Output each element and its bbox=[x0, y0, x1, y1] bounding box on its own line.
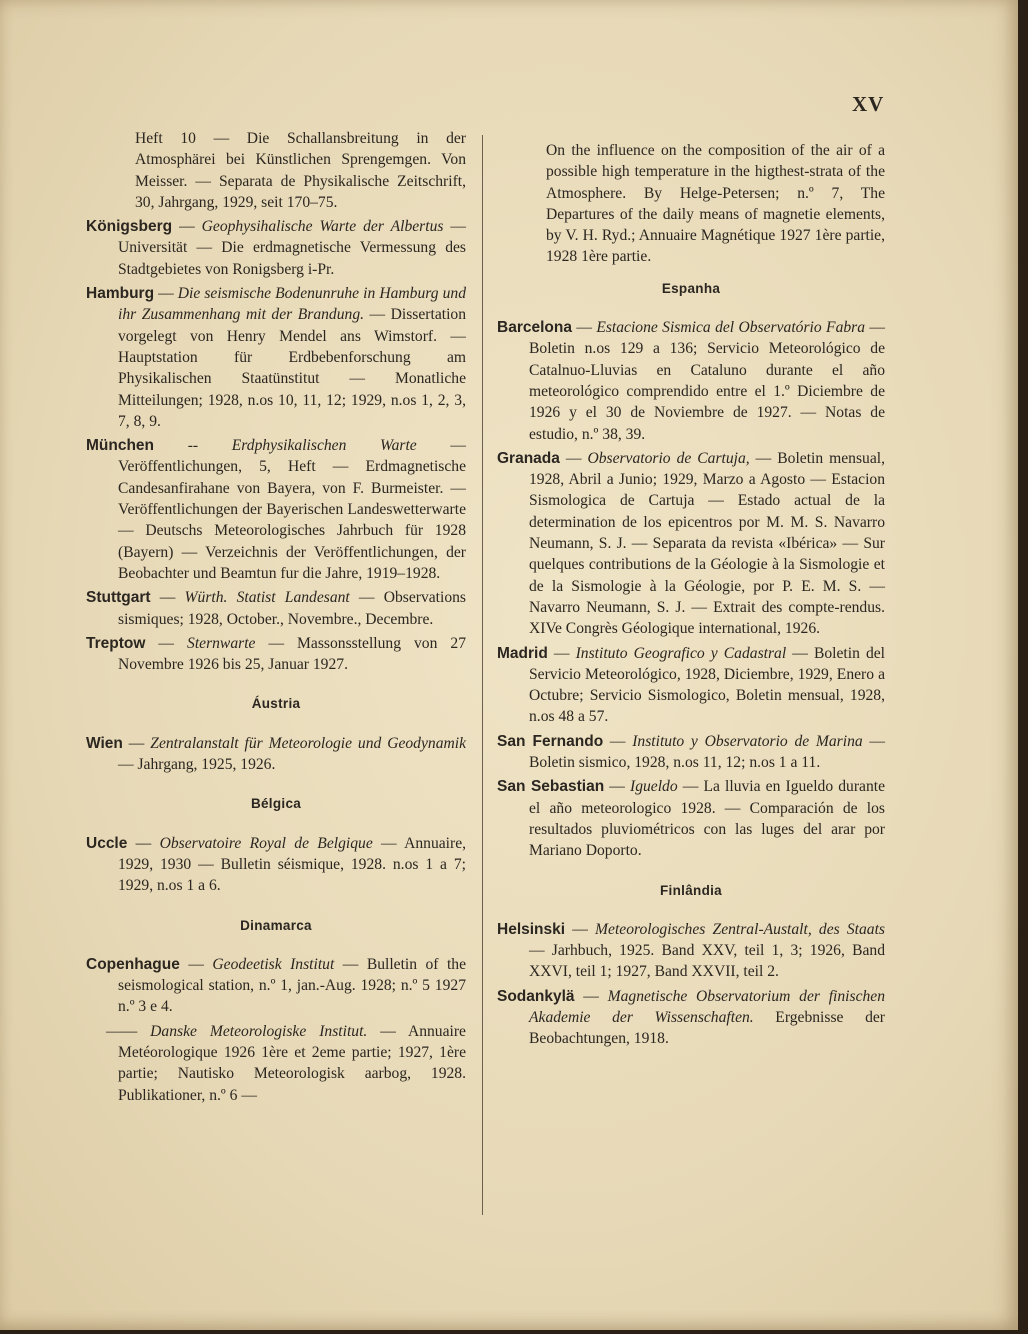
country-heading: Finlândia bbox=[660, 882, 722, 898]
bibliography-entry bbox=[497, 317, 885, 445]
entry-place: Granada bbox=[497, 449, 560, 467]
entry-place: Stuttgart bbox=[86, 589, 151, 607]
bibliography-entry bbox=[86, 587, 466, 630]
entry-institution: Meteorologisches Zentral-Austalt, des Staats bbox=[595, 920, 886, 938]
entry-institution: Magnetische Observatorium der finischen Akademie der Wissenschaften. bbox=[529, 987, 885, 1026]
entry-institution: Danske Meteorologiske Institut. bbox=[150, 1022, 368, 1040]
right-column bbox=[497, 140, 885, 1053]
entry-text: — Dissertation vorgelegt von Henry Mendel ans Wimstorf. — Hauptstation für Erdbebenforschung am Physikalischen Staatünstitut — Monatliche Mitteilungen; 1928, n.os 10, 11, 12; 1929, n.os 1, 2, 3, 7, 8, 9. bbox=[118, 306, 466, 430]
entry-institution: Estacione Sismica del Observatório Fabra bbox=[596, 319, 866, 337]
entry-separator: — bbox=[574, 987, 608, 1005]
entry-separator: — bbox=[559, 449, 588, 467]
entry-place: München bbox=[86, 437, 155, 455]
entry-place: San Sebastian bbox=[497, 778, 605, 796]
entry-place: Wien bbox=[86, 734, 123, 752]
bibliography-entry bbox=[86, 1021, 466, 1106]
entry-place: Helsinski bbox=[497, 920, 566, 938]
entry-place: Madrid bbox=[497, 644, 548, 662]
bibliography-entry bbox=[497, 776, 885, 861]
bibliography-entry bbox=[86, 833, 466, 897]
entry-institution: Observatoire Royal de Belgique bbox=[159, 834, 373, 852]
bibliography-entry bbox=[83, 128, 466, 213]
entry-place: Hamburg bbox=[86, 285, 155, 303]
entry-separator: — bbox=[547, 644, 576, 662]
bibliography-entry bbox=[86, 954, 466, 1018]
entry-institution: Instituto Geografico y Cadastral bbox=[575, 644, 787, 662]
bibliography-entry bbox=[497, 448, 885, 640]
entry-institution: Geophysihalische Warte der Albertus bbox=[201, 218, 444, 236]
country-heading: Dinamarca bbox=[240, 917, 312, 933]
country-heading: Áustria bbox=[251, 696, 301, 712]
entry-text: — Jahrgang, 1925, 1926. bbox=[118, 756, 276, 774]
entry-text: — Boletin sismico, 1928, n.os 11, 12; n.os 1 a 11. bbox=[529, 732, 885, 772]
entry-separator: -- bbox=[154, 437, 232, 455]
entry-text: — Universität — Die erdmagnetische Vermessung des Stadtgebietes von Ronigsberg i-Pr. bbox=[118, 218, 466, 278]
entry-institution: Die seismische Bodenunruhe in Hamburg und ihr Zusammenhang mit der Brandung. bbox=[118, 285, 467, 324]
bibliography-entry bbox=[86, 733, 466, 776]
entry-institution: Erdphysikalischen Warte bbox=[231, 437, 417, 455]
page-number: XV bbox=[852, 92, 885, 116]
entry-separator: — bbox=[604, 778, 631, 796]
bibliography-entry bbox=[497, 643, 885, 728]
country-heading: Bélgica bbox=[250, 796, 302, 812]
entry-institution: Geodeetisk Institut bbox=[212, 955, 335, 973]
entry-place: Königsberg bbox=[86, 218, 173, 236]
entry-text: — Boletin mensual, 1928, Abril a Junio; 1929, Marzo a Agosto — Estacion Sismologica de Cartuja — Estado actual de la determination de los epicentros por M. M. S. Navarro Neumann, S. J. — Separata da revista «Ibérica» — Sur quelques contributions de la Géologie à la Sismologie et de la Sismologie à la Géologie, por P. E. M. S. — Navarro Neumann, S. J. — Extrait des compte-rendus. XIVe Congrès Géologique international, 1926. bbox=[529, 449, 885, 638]
entry-separator: — bbox=[145, 634, 188, 652]
entry-place: Uccle bbox=[86, 834, 128, 852]
bibliography-entry bbox=[86, 216, 466, 280]
entry-text: — Boletin n.os 129 a 136; Servicio Meteorológico de Catalnuo-Lluvias en Cataluno durante el año meteorológico comprendido entre el 1.º Diciembre de 1926 y el 30 de Noviembre de 1927. — Notas de estudio, n.º 38, 39. bbox=[529, 319, 886, 443]
entry-institution: Instituto y Observatorio de Marina bbox=[632, 732, 863, 750]
entry-institution: Sternwarte bbox=[187, 634, 256, 652]
entry-text: — Massonsstellung von 27 Novembre 1926 bis 25, Januar 1927. bbox=[118, 634, 466, 674]
entry-text: — Annuaire, 1929, 1930 — Bulletin séismique, 1928. n.os 1 a 7; 1929, n.os 1 a 6. bbox=[118, 834, 467, 895]
entry-separator: — bbox=[172, 218, 202, 236]
country-heading: Espanha bbox=[661, 280, 721, 296]
left-column bbox=[86, 128, 466, 1109]
entry-separator: — bbox=[179, 955, 213, 973]
entry-text: — Observations sismiques; 1928, October., Novembre., Decembre. bbox=[118, 589, 466, 628]
entry-text: Ergebnisse der Beobachtungen, 1918. bbox=[529, 1008, 885, 1048]
entry-institution: Observatorio de Cartuja, bbox=[587, 449, 750, 467]
entry-institution: Würth. Statist Landesant bbox=[184, 589, 350, 607]
entry-institution: Igueldo bbox=[630, 778, 678, 796]
bibliography-entry bbox=[497, 919, 885, 983]
entry-text: Heft 10 — Die Schallansbreitung in der Atmosphärei bei Künstlichen Sprengemgen. Von Meisser. — Separata de Physikalische Zeitschrift, 30, Jahrgang, 1929, seit 170–75. bbox=[135, 130, 466, 211]
bibliography-entry bbox=[86, 283, 466, 432]
entry-text: — La lluvia en Igueldo durante el año meteorologico 1928. — Comparación de los resultados pluviométricos con las luges del arar por Mariano Doporto. bbox=[529, 778, 886, 860]
entry-place: Barcelona bbox=[497, 319, 572, 337]
column-divider bbox=[482, 135, 483, 1215]
entry-place: San Fernando bbox=[497, 732, 604, 750]
entry-text: — Bulletin of the seismological station, n.º 1, jan.-Aug. 1928; n.º 5 1927 n.º 3 e 4. bbox=[118, 955, 467, 1016]
entry-place: Sodankylä bbox=[497, 987, 575, 1005]
bibliography-entry bbox=[494, 140, 885, 268]
entry-separator: — bbox=[150, 589, 185, 607]
entry-institution: Zentralanstalt für Meteorologie und Geodynamik bbox=[150, 734, 467, 752]
bibliography-entry bbox=[86, 633, 466, 676]
entry-text: — Boletin del Servicio Meteorológico, 1928, Diciembre, 1929, Enero a Octubre; Servicio Sismologico, Boletin mensual, 1928, n.os 48 a 57. bbox=[529, 644, 886, 726]
bibliography-entry bbox=[497, 986, 885, 1050]
entry-separator: — bbox=[565, 920, 596, 938]
entry-separator: —— bbox=[106, 1022, 151, 1040]
entry-separator: — bbox=[122, 734, 151, 752]
entry-text: — Jarhbuch, 1925. Band XXV, teil 1, 3; 1926, Band XXVI, teil 1; 1927, Band XXVII, teil 2. bbox=[529, 942, 885, 981]
entry-separator: — bbox=[571, 319, 597, 337]
bibliography-entry bbox=[497, 731, 885, 774]
entry-text: On the influence on the composition of the air of a possible high temperature in the higthest-strata of the Atmosphere. By Helge-Petersen; n.º 7, The Departures of the daily means of magnetie elements, by V. H. Ryd.; Annuaire Magnétique 1927 1ère partie, 1928 1ère partie. bbox=[546, 142, 885, 266]
entry-text: — Annuaire Metéorologique 1926 1ère et 2eme partie; 1927, 1ère partie; Nautisko Meteorologisk aarbog, 1928. Publikationer, n.º 6 — bbox=[118, 1022, 466, 1104]
entry-separator: — bbox=[603, 732, 633, 750]
entry-separator: — bbox=[127, 834, 160, 852]
entry-place: Treptow bbox=[86, 634, 146, 652]
entry-text: — Veröffentlichungen, 5, Heft — Erdmagnetische Candesanfirahane von Bayera, von F. Burmeister. — Veröffentlichungen der Bayerischen Landeswetterwarte — Deutschs Meteorologisches Jahrbuch für 1928 (Bayern) — Verzeichnis der Veröffentlichungen, der Beobachter und Beamtun fur die Jahre, 1919–1928. bbox=[118, 437, 466, 582]
entry-place: Copenhague bbox=[86, 955, 180, 973]
bibliography-entry bbox=[86, 435, 466, 584]
entry-separator: — bbox=[154, 285, 178, 303]
